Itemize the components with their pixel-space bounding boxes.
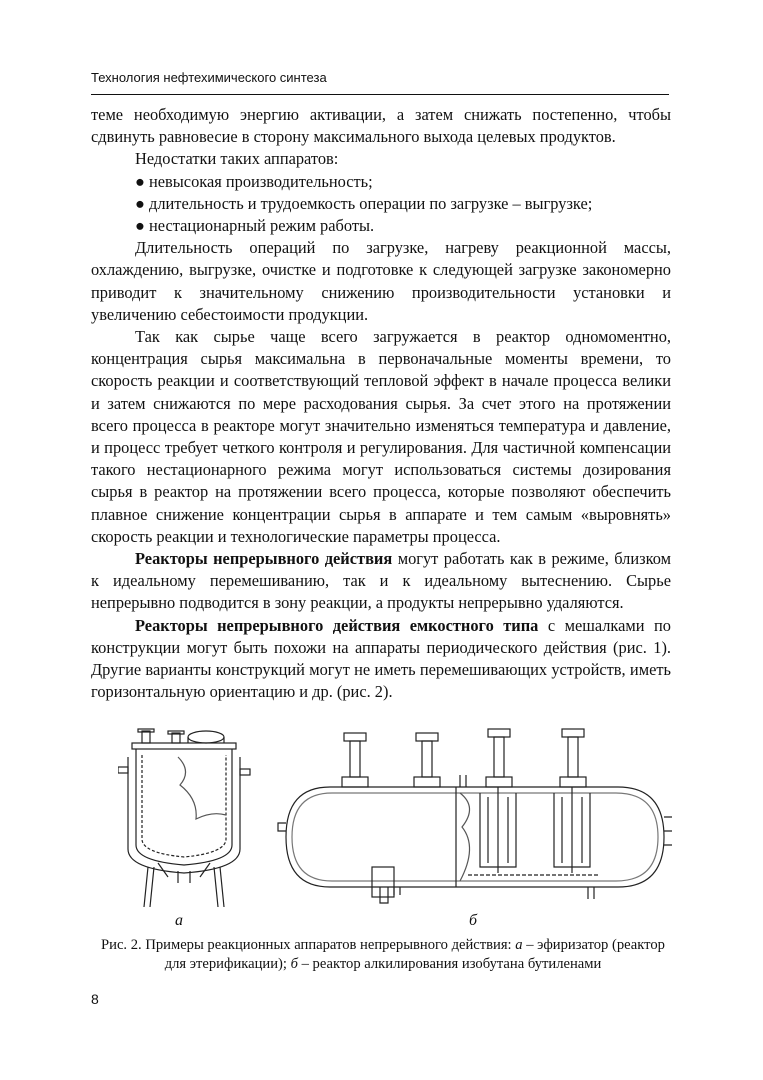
bullet-item: ● невысокая производительность; [135, 171, 373, 191]
figure-caption [100, 936, 666, 974]
paragraph-continuous-reactors [91, 548, 671, 615]
figure-reactors [118, 727, 678, 927]
caption-text-b: – реактор алкилирования изобутана бутиленами [297, 956, 602, 972]
page-number: 8 [91, 991, 99, 1007]
running-header: Технология нефтехимического синтеза [91, 70, 327, 85]
caption-text-a: – эфиризатор (реактор для этерификации); [164, 937, 665, 972]
header-rule [91, 94, 669, 95]
paragraph-feed-loading: Так как сырье чаще всего загружается в реактор одномоментно, концентрация сырья максимальна в первоначальные моменты времени, то скорость реакции и соответствующий тепловой эффект в начале процесса велики и затем снижаются по мере расходования сырья. За счет этого на протяжении всего процесса в реакторе могут значительно изменяться температура и давление, и процесс требует четкого контроля и регулирования. Для частичной компенсации такого нестационарного режима могут использоваться системы дозирования сырья в реактор на протяжении всего процесса, которые позволяют обеспечить плавное снижение концентрации сырья в аппарате и тем самым «выровнять» скорость реакции и технологические параметры процесса. [91, 327, 671, 546]
esterifier-drawing [118, 729, 250, 907]
subfigure-label-a: а [175, 912, 183, 929]
caption-prefix: Рис. 2. Примеры реакционных аппаратов непрерывного действия: [101, 937, 516, 953]
paragraph-duration: Длительность операций по загрузке, нагреву реакционной массы, охлаждению, выгрузке, очистке и подготовке к следующей загрузке закономерно приводит к значительному снижению производительности установки и увеличению себестоимости продукции. [91, 238, 671, 324]
paragraph-disadvantages: Недостатки таких аппаратов: [135, 149, 339, 169]
alkylation-reactor-drawing [278, 729, 672, 903]
bullet-item: ● нестационарный режим работы. [135, 216, 375, 236]
body-text [91, 104, 671, 703]
caption-letter-a: а [515, 937, 523, 953]
paragraph-text: могут работать как в режиме, близком к идеальному перемешиванию, так и к идеальному вытеснению. Сырье непрерывно подводится в зону реакции, а продукты непрерывно удаляются. [91, 549, 671, 613]
paragraph-text: с мешалками по конструкции могут быть похожи на аппараты периодического действия (рис. 1). Другие варианты конструкций могут не иметь перемешивающих устройств, иметь горизонтальную ориентацию и др. (рис. 2). [91, 615, 671, 702]
term-tank-reactors: Реакторы непрерывного действия емкостного типа [135, 615, 539, 635]
paragraph-tank-reactors [91, 615, 671, 704]
caption-letter-b: б [290, 956, 298, 972]
term-continuous-reactors: Реакторы непрерывного действия [135, 549, 393, 569]
paragraph-continuation: теме необходимую энергию активации, а затем снижать постепенно, чтобы сдвинуть равновесие в сторону максимального выхода целевых продуктов. [91, 105, 671, 147]
subfigure-label-b: б [469, 912, 478, 929]
bullet-item: ● длительность и трудоемкость операции по загрузке – выгрузке; [135, 193, 593, 213]
reactor-drawings [118, 727, 678, 917]
